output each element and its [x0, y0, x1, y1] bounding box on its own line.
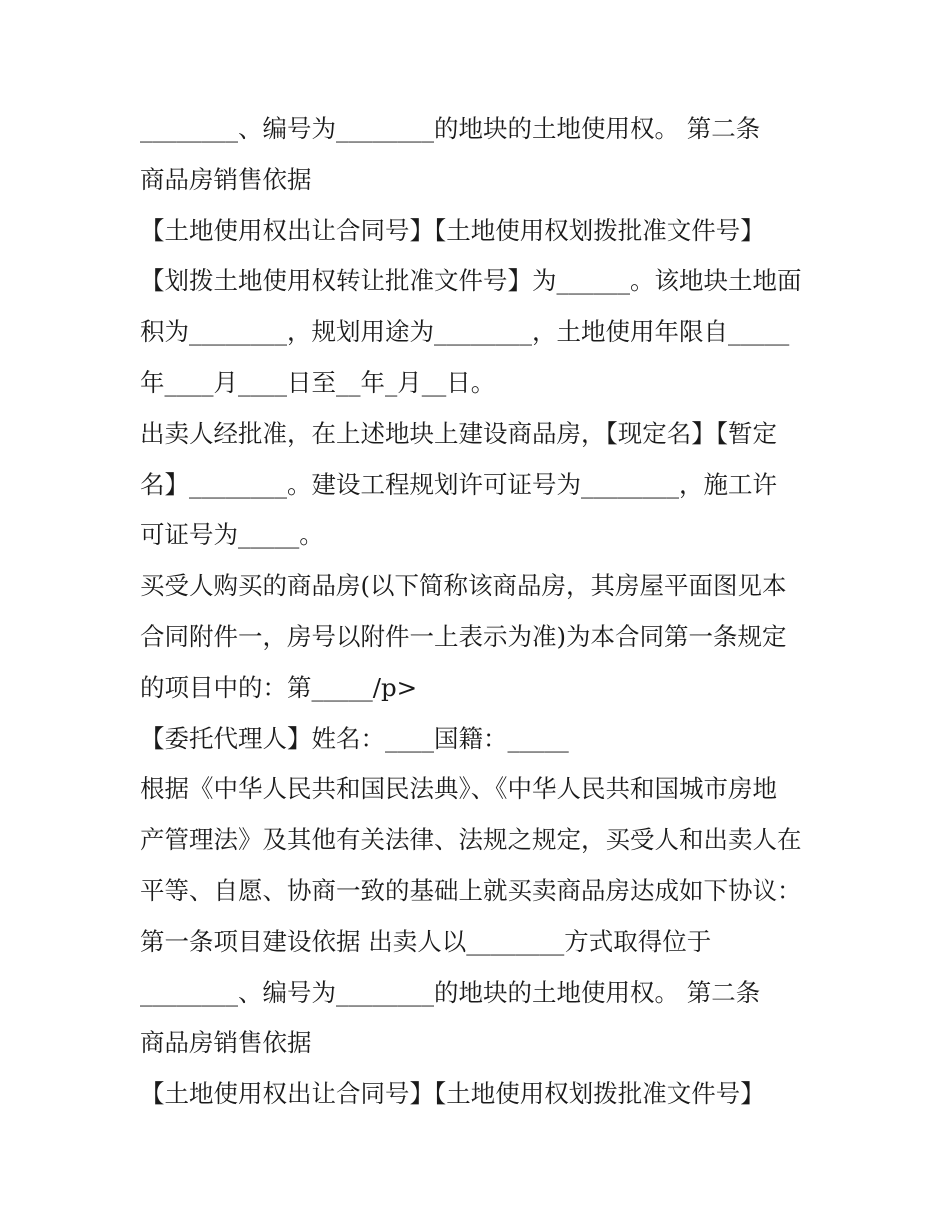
text-line: 【委托代理人】姓名：____国籍：_____ — [140, 723, 569, 753]
text-line: 可证号为_____。 — [140, 520, 324, 550]
text-line: 【土地使用权出让合同号】【土地使用权划拨批准文件号】 — [140, 215, 765, 245]
text-line: 商品房销售依据 — [140, 164, 312, 194]
text-line: 第一条项目建设依据 出卖人以________方式取得位于 — [140, 926, 712, 956]
text-line: 出卖人经批准，在上述地块上建设商品房，【现定名】【暂定 — [140, 418, 777, 448]
text-line: 积为________，规划用途为________，土地使用年限自_____ — [140, 317, 790, 347]
text-line: 平等、自愿、协商一致的基础上就买卖商品房达成如下协议： — [140, 875, 802, 905]
text-line: 合同附件一，房号以附件一上表示为准)为本合同第一条规定 — [140, 621, 787, 651]
text-line: 商品房销售依据 — [140, 1028, 312, 1058]
text-line: 根据《中华人民共和国民法典》、《中华人民共和国城市房地 — [140, 774, 777, 804]
text-line: 名】________。建设工程规划许可证号为________，施工许 — [140, 469, 777, 499]
text-line: 买受人购买的商品房(以下简称该商品房，其房屋平面图见本 — [140, 571, 787, 601]
text-line: ________、编号为________的地块的土地使用权。 第二条 — [140, 114, 761, 143]
contract-text — [140, 104, 830, 1120]
text-line: 年____月____日至__年_月__日。 — [140, 367, 496, 397]
text-line: 的项目中的：第_____/p> — [140, 672, 418, 702]
text-line: 产管理法》及其他有关法律、法规之规定，买受人和出卖人在 — [140, 825, 802, 855]
text-line: 【划拨土地使用权转让批准文件号】为______。该地块土地面 — [140, 266, 802, 296]
text-line: 【土地使用权出让合同号】【土地使用权划拨批准文件号】 — [140, 1079, 765, 1109]
text-line: ________、编号为________的地块的土地使用权。 第二条 — [140, 977, 761, 1007]
